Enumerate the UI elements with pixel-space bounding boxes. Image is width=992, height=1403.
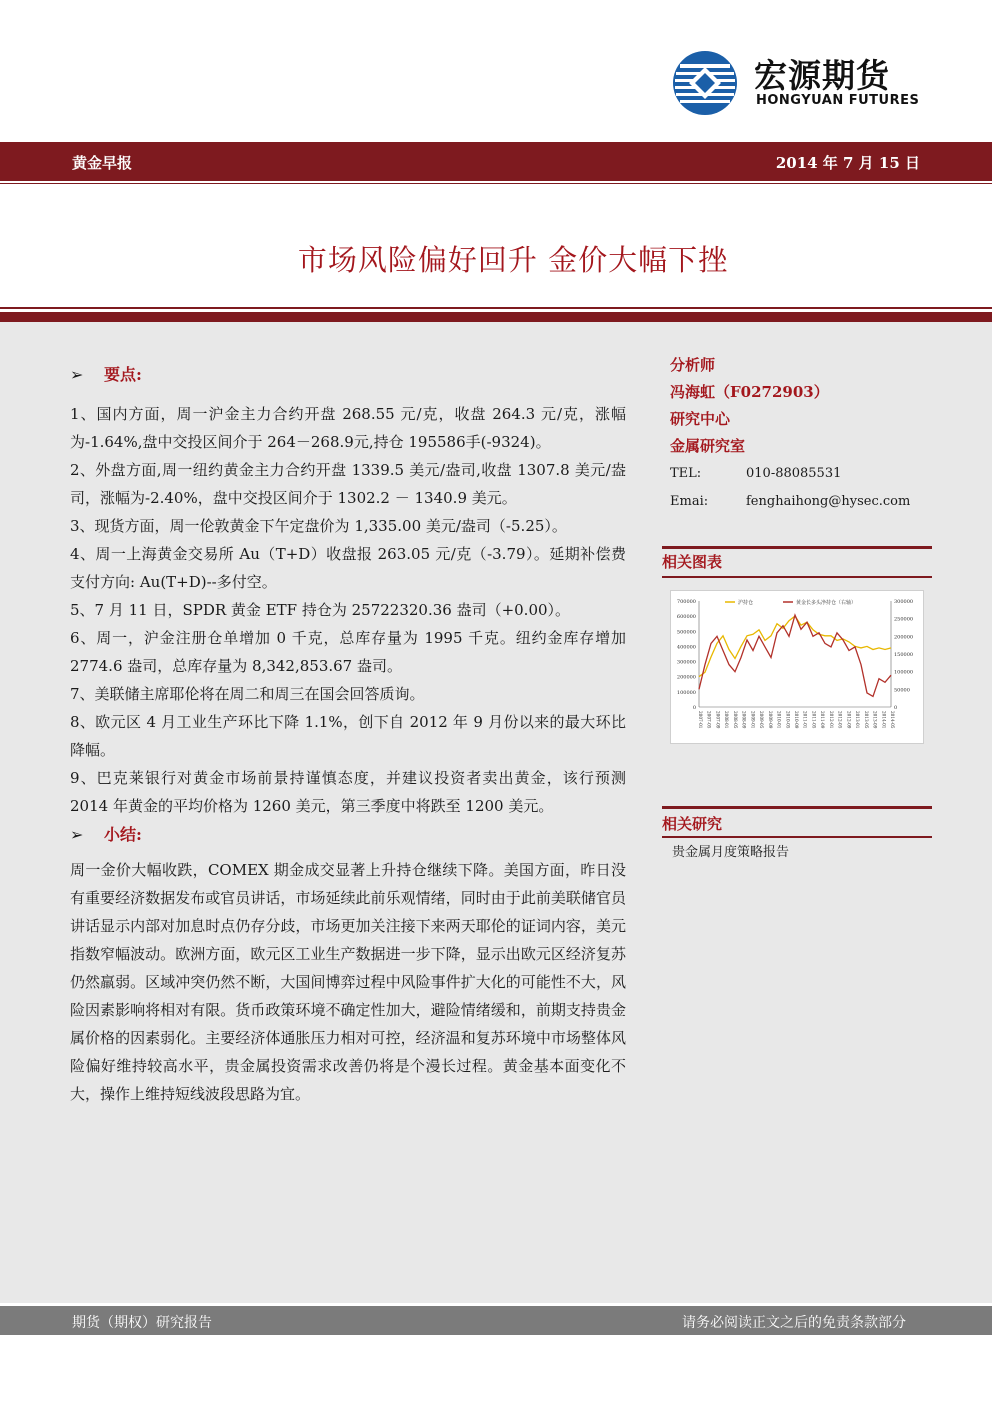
x-tick-label: 2011-01 <box>802 711 808 729</box>
title-divider <box>0 312 992 322</box>
y-left-tick-label: 300000 <box>676 659 696 666</box>
page-title: 市场风险偏好回升 金价大幅下挫 <box>297 243 729 277</box>
research-heading-rule-top <box>662 806 932 809</box>
x-tick-label: 2011-09 <box>820 711 826 729</box>
key-point: 8、欧元区 4 月工业生产环比下降 1.1%，创下自 2012 年 9 月份以来的最大环比降幅。 <box>70 713 626 759</box>
key-point: 6、周一，沪金注册仓单增加 0 千克，总库存量为 1995 千克。纽约金库存增加 2774.6 盎司，总库存量为 8,342,853.67 盎司。 <box>70 629 626 675</box>
report-date: 2014 年 7 月 15 日 <box>775 154 920 172</box>
email-row <box>670 488 932 516</box>
x-tick-label: 2010-09 <box>794 711 799 729</box>
analyst-info <box>670 352 932 516</box>
y-right-tick-label: 150000 <box>894 652 914 658</box>
series-line <box>699 615 891 696</box>
y-left-tick-label: 100000 <box>676 689 696 696</box>
summary-heading: ➢ 小结: <box>70 820 626 850</box>
arrow-bullet-icon: ➢ <box>70 825 84 844</box>
email-label: Emai: <box>670 494 709 509</box>
y-right-tick-label: 250000 <box>894 616 914 623</box>
y-left-tick-label: 500000 <box>676 629 696 636</box>
y-right-tick-label: 100000 <box>894 669 914 676</box>
x-tick-label: 2009-01 <box>750 711 756 729</box>
x-tick-label: 2007-05 <box>706 711 712 729</box>
y-right-tick-label: 200000 <box>894 634 914 641</box>
legend-label: 黄金长多头净持仓（右轴） <box>796 600 857 606</box>
research-heading-rule-bottom <box>662 836 932 838</box>
key-point: 2、外盘方面,周一纽约黄金主力合约开盘 1339.5 美元/盎司,收盘 1307.8 美元/盎司，涨幅为-2.40%，盘中交投区间介于 1302.2 － 1340.9 美元。 <box>70 461 626 507</box>
x-tick-label: 2012-09 <box>846 711 852 729</box>
header-bar <box>0 142 992 181</box>
y-right-tick-label: 50000 <box>894 687 910 694</box>
analyst-label: 分析师 <box>670 356 716 374</box>
key-point: 1、国内方面，周一沪金主力合约开盘 268.55 元/克，收盘 264.3 元/克，涨幅为-1.64%,盘中交投区间介于 264－268.9元,持仓 195586手(-9324)。 <box>70 405 626 451</box>
chart-svg <box>671 591 923 743</box>
y-left-tick-label: 0 <box>692 705 696 711</box>
x-tick-label: 2014-05 <box>890 711 895 729</box>
key-points-heading: ➢ 要点: <box>70 360 626 390</box>
x-tick-label: 2010-05 <box>785 711 791 729</box>
research-heading: 相关研究 <box>662 815 723 833</box>
x-tick-label: 2009-09 <box>767 711 773 729</box>
brand-logo <box>672 48 922 118</box>
y-right-tick-label: 0 <box>894 705 898 711</box>
legend-label: 沪持仓 <box>738 600 754 606</box>
analyst-office: 金属研究室 <box>670 437 746 455</box>
x-tick-label: 2012-01 <box>828 711 834 729</box>
charts-heading-rule-bottom <box>662 576 932 578</box>
x-tick-label: 2012-05 <box>837 711 843 729</box>
analyst-dept: 研究中心 <box>670 410 731 428</box>
email-value[interactable]: fenghaihong@hysec.com <box>746 494 911 509</box>
header-divider <box>0 183 992 184</box>
tel-value: 010-88085531 <box>746 466 842 481</box>
y-left-tick-label: 400000 <box>676 644 696 651</box>
key-point: 7、美联储主席耶伦将在周二和周三在国会回答质询。 <box>70 685 425 703</box>
key-point: 9、巴克莱银行对黄金市场前景持谨慎态度，并建议投资者卖出黄金，该行预测 2014 年黄金的平均价格为 1260 美元，第三季度中将跌至 1200 美元。 <box>70 769 626 815</box>
key-point: 4、周一上海黄金交易所 Au（T+D）收盘报 263.05 元/克（-3.79）。延期补偿费支付方向: Au(T+D)--多付空。 <box>70 545 626 591</box>
charts-heading: 相关图表 <box>662 553 723 571</box>
brand-name-en: HONGYUAN FUTURES <box>756 93 920 108</box>
x-tick-label: 2007-09 <box>715 711 721 729</box>
tel-label: TEL: <box>670 466 702 481</box>
title-divider-thin <box>0 307 992 309</box>
key-point: 3、现货方面，周一伦敦黄金下午定盘价为 1,335.00 美元/盎司（-5.25）。 <box>70 517 567 535</box>
footer-bar <box>0 1306 992 1335</box>
footer-right: 请务必阅读正文之后的免责条款部分 <box>682 1315 906 1331</box>
report-type: 黄金早报 <box>72 154 133 172</box>
x-tick-label: 2013-05 <box>863 711 869 729</box>
research-item[interactable]: 贵金属月度策略报告 <box>672 845 790 860</box>
x-tick-label: 2014-01 <box>881 711 887 729</box>
x-tick-label: 2007-01 <box>698 711 703 729</box>
position-chart <box>670 590 924 744</box>
tel-row <box>670 460 932 488</box>
footer-left: 期货（期权）研究报告 <box>72 1315 212 1331</box>
arrow-bullet-icon: ➢ <box>70 365 84 384</box>
x-tick-label: 2009-05 <box>759 711 765 729</box>
y-left-tick-label: 700000 <box>676 599 696 605</box>
summary-text: 周一金价大幅收跌，COMEX 期金成交显著上升持仓继续下降。美国方面，昨日没有重要经济数据发布或官员讲话，市场延续此前乐观情绪，同时由于此前美联储官员讲话显示内部对加息时点仍存分歧，市场更加关注接下来两天耶伦的证词内容，美元指数窄幅波动。欧洲方面，欧元区工业生产数据进一步下降，显示出欧元区经济复苏仍然羸弱。区域冲突仍然不断，大国间博弈过程中风险事件扩大化的可能性不大，风险因素影响将相对有限。货币政策环境不确定性加大，避险情绪缓和，前期支持贵金属价格的因素弱化。主要经济体通胀压力相对可控，经济温和复苏环境中市场整体风险偏好维持较高水平，贵金属投资需求改善仍将是个漫长过程。黄金基本面变化不大，操作上维持短线波段思路为宜。 <box>70 861 626 1103</box>
key-point: 5、7 月 11 日，SPDR 黄金 ETF 持仓为 25722320.36 盎司（+0.00）。 <box>70 601 571 619</box>
x-tick-label: 2013-09 <box>872 711 878 729</box>
x-tick-label: 2010-01 <box>776 711 782 729</box>
y-right-tick-label: 300000 <box>894 599 914 605</box>
x-tick-label: 2008-09 <box>741 711 747 729</box>
hongyuan-logo-icon <box>672 50 738 116</box>
analyst-name: 冯海虹（F0272903） <box>670 383 829 401</box>
x-tick-label: 2008-01 <box>724 711 730 729</box>
y-left-tick-label: 200000 <box>676 674 696 681</box>
x-tick-label: 2013-01 <box>855 711 861 729</box>
main-column <box>70 360 626 1108</box>
y-left-tick-label: 600000 <box>676 614 696 621</box>
brand-name-cn: 宏源期货 <box>754 56 890 95</box>
x-tick-label: 2011-05 <box>811 711 817 729</box>
x-tick-label: 2008-05 <box>732 711 738 729</box>
